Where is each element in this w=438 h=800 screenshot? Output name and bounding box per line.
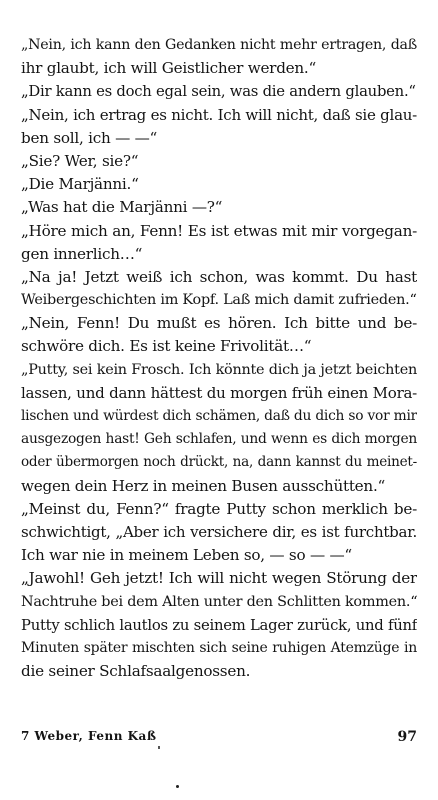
- text-line: ihr glaubt, ich will Geistlicher werden.“: [21, 59, 317, 78]
- text-line: „Nein, Fenn! Du mußt es hören. Ich bitte und be-: [21, 314, 417, 333]
- text-line: „Meinst du, Fenn?“ fragte Putty schon merklich be-: [21, 499, 417, 518]
- text-line: lischen und würdest dich schämen, daß du dich so vor mir: [21, 408, 417, 424]
- page-number: 97: [397, 729, 417, 745]
- print-dot: [176, 785, 179, 788]
- text-line: wegen dein Herz in meinen Busen ausschütten.“: [21, 476, 386, 495]
- text-line: Weibergeschichten im Kopf. Laß mich damit zufrieden.“: [21, 292, 417, 309]
- text-line: oder übermorgen noch drückt, na, dann kannst du meinet-: [21, 454, 417, 471]
- text-line: „Die Marjänni.“: [21, 175, 139, 194]
- text-line: „Sie? Wer, sie?“: [21, 151, 139, 170]
- text-line: schwichtigt, „Aber ich versichere dir, es ist furchtbar.: [21, 522, 417, 541]
- print-mark: [158, 746, 160, 749]
- text-line: ben soll, ich — —“: [21, 128, 158, 147]
- text-line: lassen, und dann hättest du morgen früh einen Mora-: [21, 383, 417, 402]
- text-line: „Was hat die Marjänni —?“: [21, 198, 223, 217]
- text-line: gen innerlich…“: [21, 244, 143, 263]
- text-line: Nachtruhe bei dem Alten unter den Schlitten kommen.“: [21, 593, 417, 610]
- text-line: „Höre mich an, Fenn! Es ist etwas mit mir vorgegan-: [21, 221, 417, 240]
- text-line: schwöre dich. Es ist keine Frivolität…“: [21, 337, 312, 356]
- text-line: „Jawohl! Geh jetzt! Ich will nicht wegen Störung der: [21, 569, 417, 588]
- text-line: „Dir kann es doch egal sein, was die andern glauben.“: [21, 83, 416, 101]
- text-line: die seiner Schlafsaalgenossen.: [21, 662, 251, 681]
- text-line: Minuten später mischten sich seine ruhigen Atemzüge in: [21, 639, 417, 656]
- page-text: [21, 34, 417, 683]
- printer-signature: 7 Weber, Fenn Kaß: [21, 729, 157, 743]
- text-line: Ich war nie in meinem Leben so, — so — —“: [21, 546, 352, 565]
- text-line: „Nein, ich kann den Gedanken nicht mehr ertragen, daß: [21, 37, 417, 53]
- text-line: „Putty, sei kein Frosch. Ich könnte dich ja jetzt beichten: [21, 361, 417, 378]
- page-footer: [21, 729, 417, 749]
- text-line: Putty schlich lautlos zu seinem Lager zurück, und fünf: [21, 616, 417, 634]
- text-line: „Nein, ich ertrag es nicht. Ich will nicht, daß sie glau-: [21, 105, 417, 124]
- text-line: ausgezogen hast! Geh schlafen, und wenn es dich morgen: [21, 431, 417, 448]
- text-line: „Na ja! Jetzt weiß ich schon, was kommt. Du hast: [21, 267, 417, 286]
